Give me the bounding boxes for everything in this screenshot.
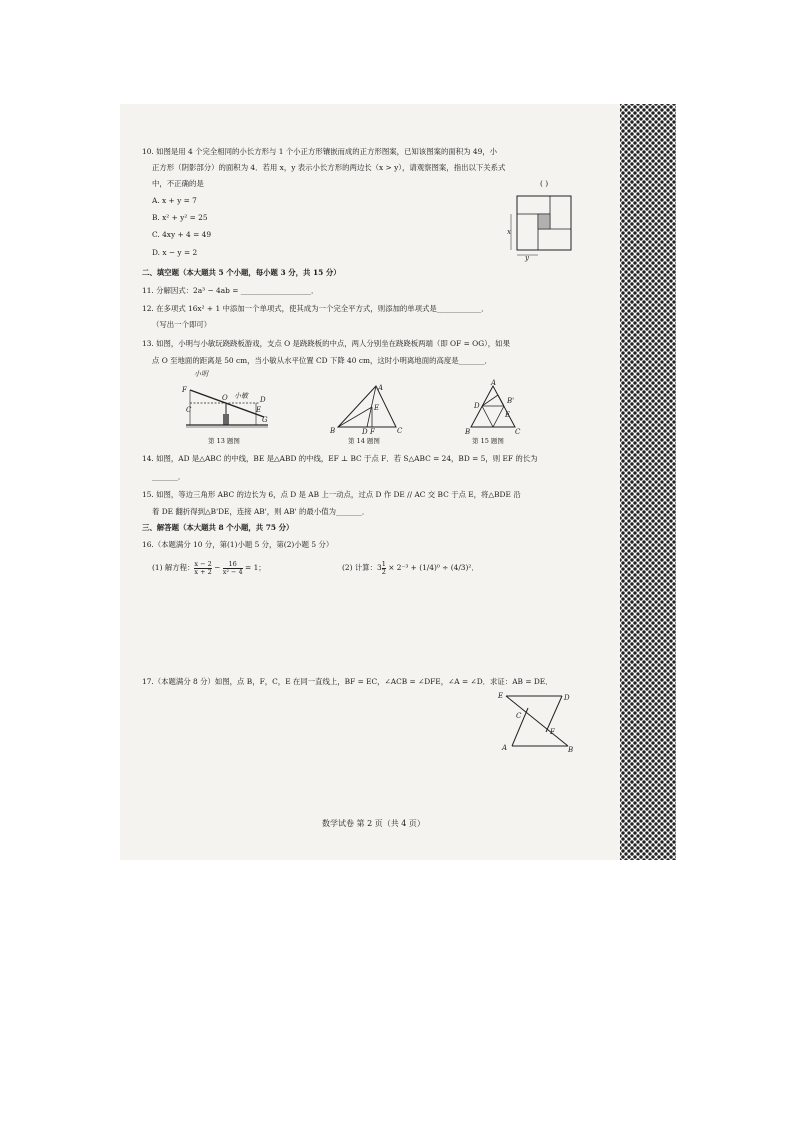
q14-line-1: 14. 如图，AD 是△ABC 的中线，BE 是△ABD 的中线，EF ⊥ BC 于点 F．若 S△ABC = 24，BD = 5，则 EF 的长为 [142,454,538,463]
q17-label-d: D [564,694,570,702]
q10-label-y: y [525,254,529,262]
q16-p1-frac1-num: x − 2 [194,559,212,568]
q10-line-2: 正方形（阴影部分）的面积为 4．若用 x，y 表示小长方形的两边长（x > y），请观察图案，指出以下关系式 [152,163,506,172]
fig13-label-e: E [256,406,262,414]
fig14-label-f: F [370,428,375,436]
fig13-label-xiaoming: 小明 [194,370,208,378]
q16-p2-div: ÷ [439,563,451,572]
q16-p1-frac1-den: x + 2 [194,567,212,576]
fig14-label-c: C [397,427,403,435]
fig15-label-a: A [491,379,497,387]
fig14-label-a: A [378,384,384,392]
q16-p2-paren2: (4/3)² [450,563,472,572]
fig15-label-e: E [505,411,511,419]
q16-p1-frac2-num: 16 [223,561,243,569]
figure-13-caption: 第 13 题图 [208,437,240,445]
q16-p1-frac2-den: x² − 4 [222,567,243,576]
q16-p2-frac-num: 1 [381,559,386,568]
fig15-label-b-prime: B' [507,397,515,405]
fig13-label-g: G [262,416,268,424]
q14-line-2: _______． [152,472,186,481]
q17-figure [498,690,576,754]
q10-option-a: A. x + y = 7 [152,196,197,205]
figure-14-caption: 第 14 题图 [348,437,380,445]
q17-label-a: A [502,744,508,752]
q17-label-f: F [550,728,555,736]
q15-line-2: 着 DE 翻折得到△B'DE，连接 AB'，则 AB' 的最小值为_______． [152,507,370,516]
fig14-label-d: D [362,428,368,436]
q10-option-b: B. x² + y² = 25 [152,213,208,222]
q10-square-figure [505,192,575,260]
section-2-title: 二、填空题（本大题共 5 个小题，每小题 3 分，共 15 分） [142,268,341,277]
q16-p1-frac2 [223,561,243,576]
q17-label-b: B [568,746,574,754]
fig13-label-xiaomin: 小敏 [234,392,248,400]
q12-line-2: （写出一个即可） [152,320,212,329]
fig15-label-c: C [515,428,521,436]
q16-p1-suffix: = 1； [242,563,266,572]
q17-label-e: E [498,692,504,700]
q16-heading: 16.（本题满分 10 分，第(1)小题 5 分，第(2)小题 5 分） [142,540,334,549]
binding-pattern-band [620,104,676,860]
q11-text: 11. 分解因式：2a³ − 4ab = ___________________． [142,286,319,295]
fig15-label-d: D [474,402,480,410]
q10-label-x: x [507,228,511,236]
section-3-title: 三、解答题（本大题共 8 个小题，共 75 分） [142,523,294,532]
q10-option-c: C. 4xy + 4 = 49 [152,230,212,239]
fig13-label-d: D [260,396,266,404]
q16-part-1 [152,560,266,576]
page-footer: 数学试卷 第 2 页（共 4 页） [322,819,425,828]
fig13-label-f: F [182,386,187,394]
q10-answer-paren: ( ) [540,179,549,188]
q16-p2-paren1: (1/4)⁰ [419,563,440,572]
fig13-label-c: C [186,406,192,414]
q13-line-2: 点 O 至地面的距离是 50 cm，当小敏从水平位置 CD 下降 40 cm，这时小明离地面的高度是_______． [152,356,492,365]
q16-p2-mid: × 2⁻³ + [385,563,420,572]
q13-line-1: 13. 如图，小明与小敏玩跷跷板游戏，支点 O 是跷跷板的中点，两人分别坐在跷跷板两端（即 OF = OG），如果 [142,339,510,348]
figure-13-seesaw [182,370,268,432]
q17-text: 17.（本题满分 8 分）如图，点 B，F，C，E 在同一直线上，BF = EC，∠ACB = ∠DFE，∠A = ∠D．求证：AB = DE． [142,677,553,686]
fig15-label-b: B [465,428,471,436]
q17-label-c: C [516,712,522,720]
q16-p2-frac-den: 2 [381,567,386,576]
q16-p1-frac1 [194,561,211,576]
q12-line-1: 12. 在多项式 16x² + 1 中添加一个单项式，使其成为一个完全平方式，则添加的单项式是____________． [142,304,489,313]
q16-p1-minus: − [211,563,223,572]
figure-14-triangle [330,383,406,436]
figure-15-equilateral [465,379,535,436]
q10-line-3: 中，不正确的是 [152,179,204,188]
q16-p1-prefix: (1) 解方程： [152,563,195,572]
fig13-label-o: O [222,394,228,402]
fig14-label-e: E [374,404,380,412]
q10-option-d: D. x − y = 2 [152,248,198,257]
q16-part-2 [342,560,479,576]
q15-line-1: 15. 如图，等边三角形 ABC 的边长为 6，点 D 是 AB 上一动点，过点 D 作 DE // AC 交 BC 于点 E，将△BDE 沿 [142,490,521,499]
fig14-label-b: B [330,427,336,435]
figure-15-caption: 第 15 题图 [472,437,504,445]
q16-p2-suffix: ． [471,563,479,572]
q16-p2-prefix: (2) 计算：3 [342,563,382,572]
q10-line-1: 10. 如图是用 4 个完全相同的小长方形与 1 个小正方形镶嵌而成的正方形图案，已知该图案的面积为 49，小 [142,147,498,156]
